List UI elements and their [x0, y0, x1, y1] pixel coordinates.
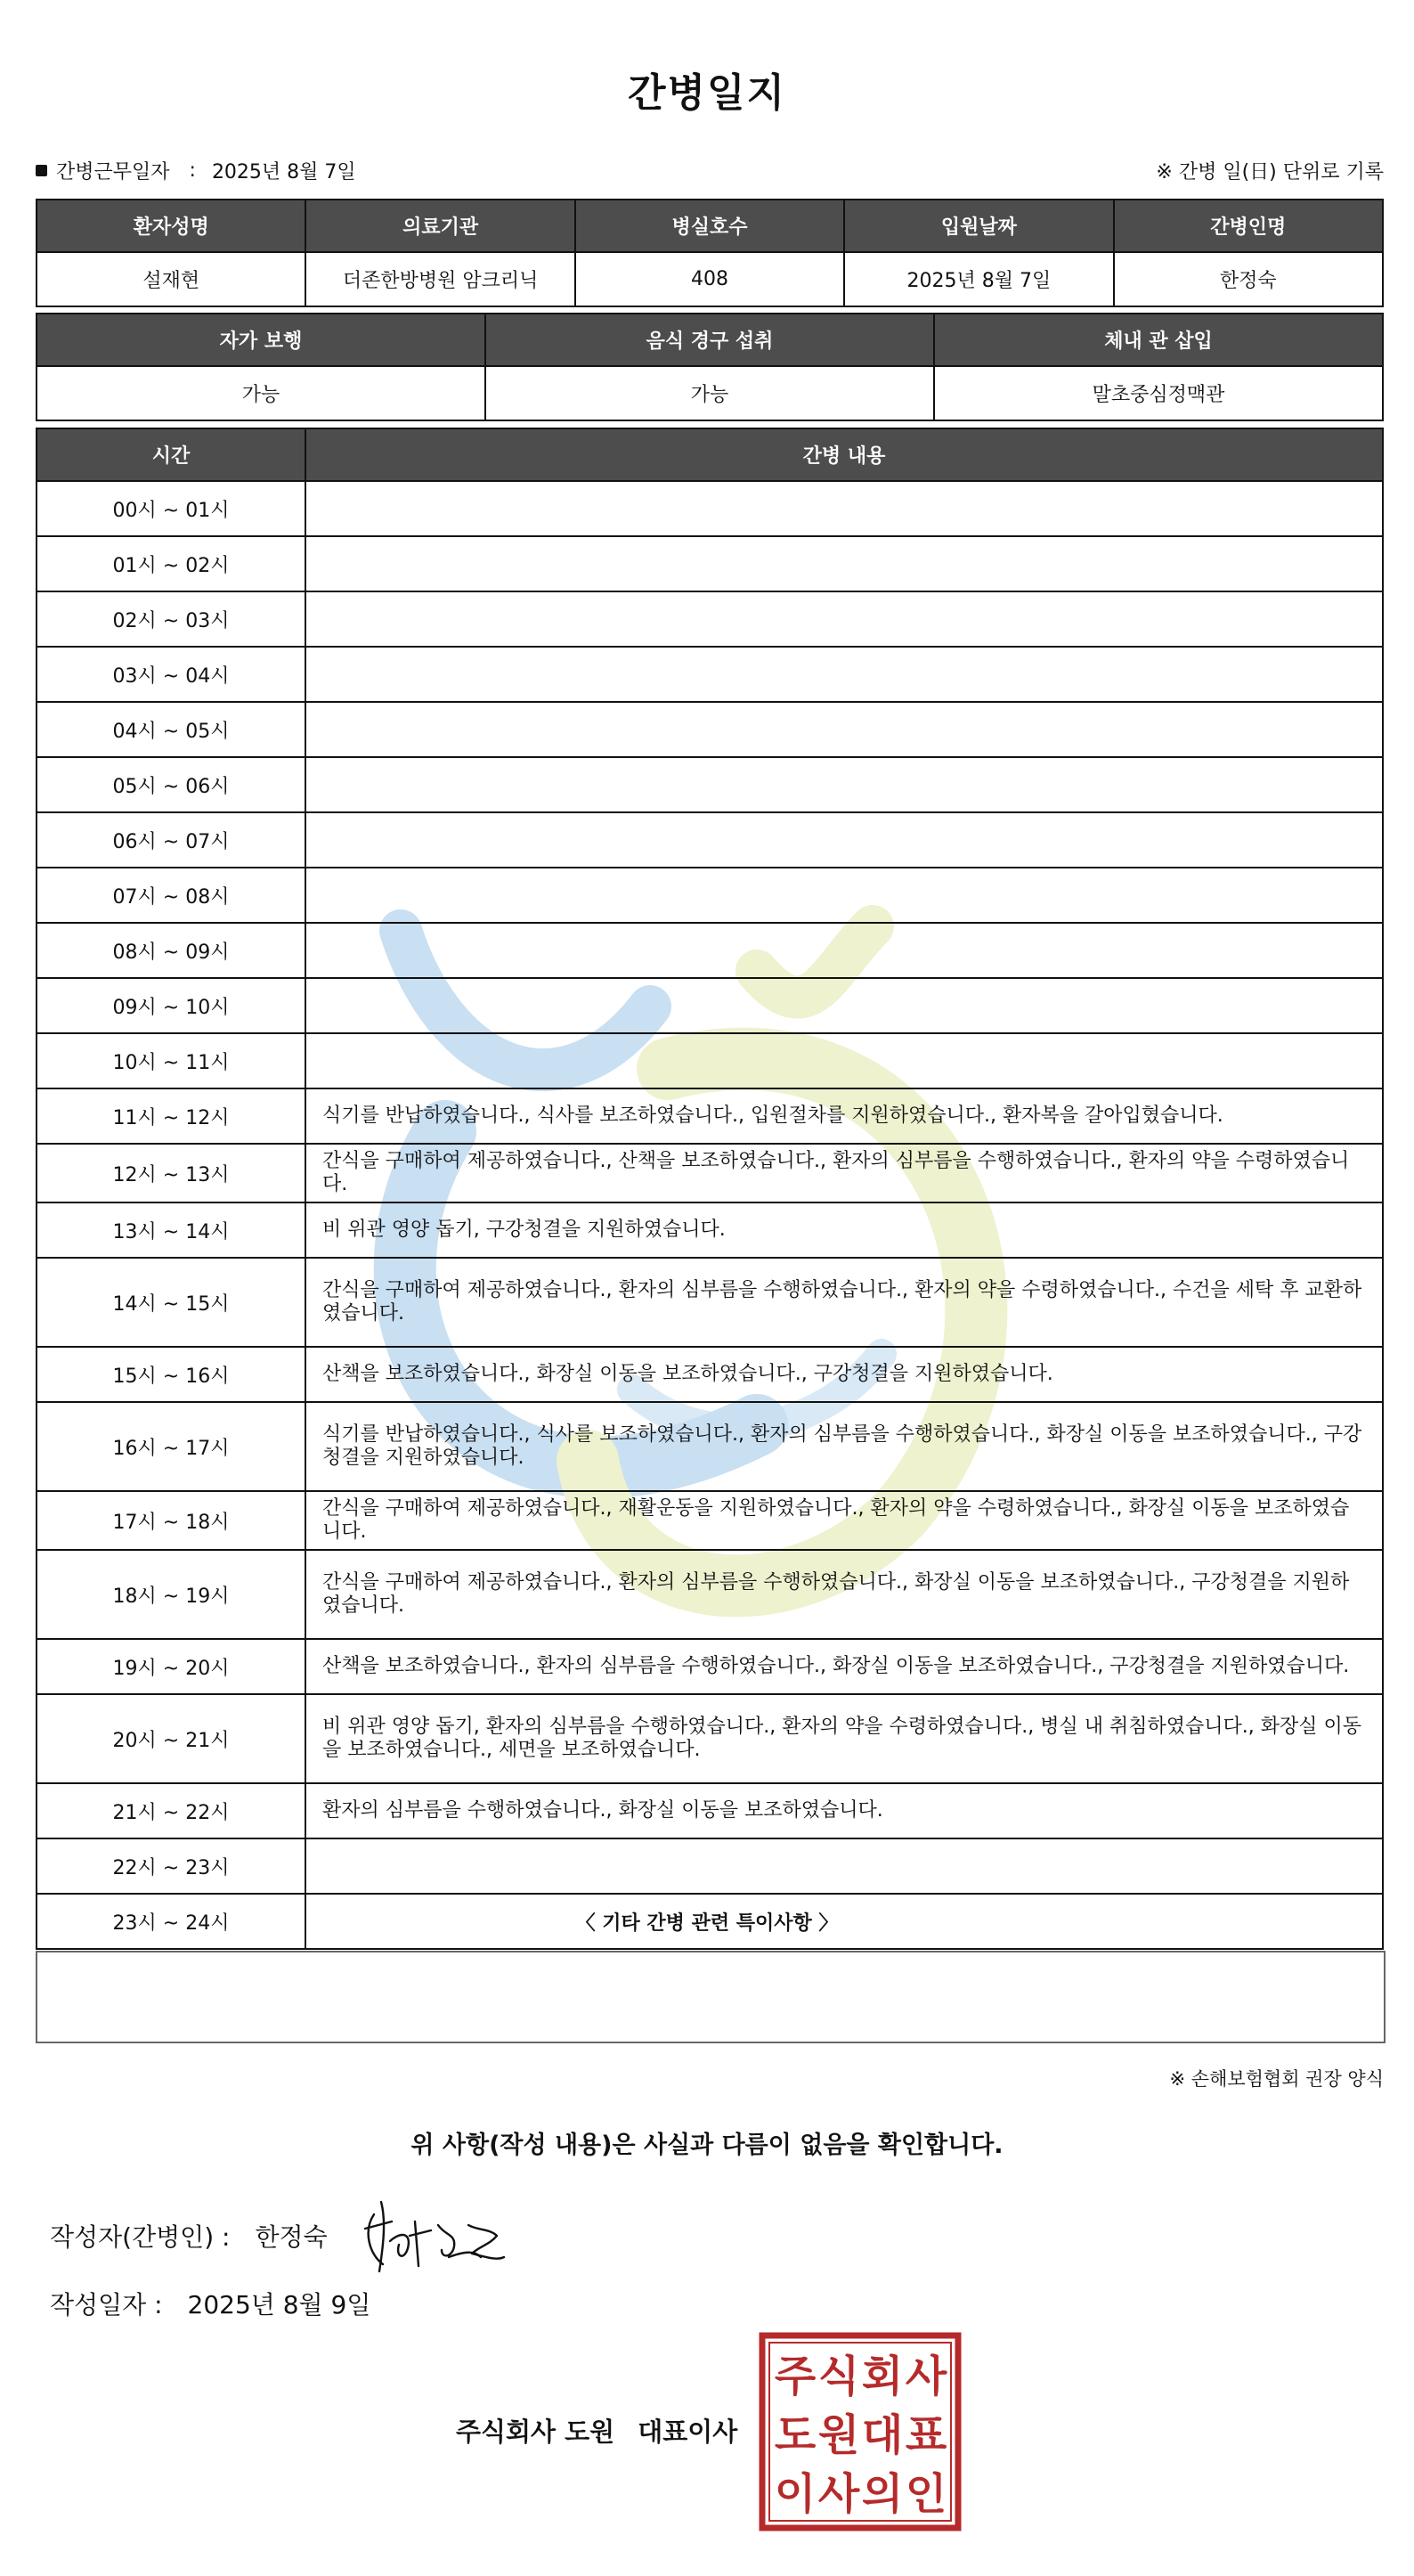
svg-text:주: 주: [774, 2352, 817, 2401]
square-bullet-icon: [36, 165, 47, 176]
unit-note: ※ 간병 일(日) 단위로 기록: [1156, 161, 1384, 183]
form-note: ※ 손해보험협회 권장 양식: [1169, 2068, 1384, 2090]
care-log-header-row: [37, 428, 1383, 481]
svg-text:도: 도: [774, 2410, 817, 2460]
content-cell: 비 위관 영양 돕기, 구강청결을 지원하였습니다.: [305, 1202, 1383, 1258]
table-row: [37, 702, 1383, 757]
svg-text:인: 인: [905, 2469, 947, 2519]
time-cell: 03시 ~ 04시: [37, 647, 305, 702]
notes-box: [36, 1951, 1386, 2043]
author-label: 작성자(간병인) :: [50, 2222, 231, 2252]
table-row: [37, 1033, 1383, 1088]
status-header-oral-intake: 음식 경구 섭취: [485, 314, 934, 366]
table-row: [37, 1088, 1383, 1144]
status-walking: 가능: [37, 366, 485, 420]
author-line: [50, 2218, 353, 2254]
time-cell: 13시 ~ 14시: [37, 1202, 305, 1258]
time-cell: 09시 ~ 10시: [37, 978, 305, 1033]
patient-info-value-row: [37, 252, 1383, 306]
table-row: [37, 1838, 1383, 1894]
content-cell: 비 위관 영양 돕기, 환자의 심부름을 수행하였습니다., 환자의 약을 수령하였습니다., 병실 내 취침하였습니다., 화장실 이동을 보조하였습니다., 세면을 보조하였습니다.: [305, 1694, 1383, 1783]
duty-date-value: 2025년 8월 7일: [211, 161, 356, 183]
content-cell: 간식을 구매하여 제공하였습니다., 산책을 보조하였습니다., 환자의 심부름을 수행하였습니다., 환자의 약을 수령하였습니다.: [305, 1144, 1383, 1202]
status-tube: 말초중심정맥관: [934, 366, 1383, 420]
content-cell: 식기를 반납하였습니다., 식사를 보조하였습니다., 입원절차를 지원하였습니다., 환자복을 갈아입혔습니다.: [305, 1088, 1383, 1144]
content-cell: [305, 868, 1383, 923]
content-cell: [305, 1838, 1383, 1894]
time-cell: 23시 ~ 24시: [37, 1894, 305, 1949]
table-row: [37, 1694, 1383, 1783]
duty-date-label: 간병근무일자: [56, 161, 170, 183]
notes-title: 〈 기타 간병 관련 특이사항 〉: [575, 1912, 839, 1935]
table-row: [37, 1783, 1383, 1838]
patient-status-table: [36, 313, 1384, 421]
status-header-walking: 자가 보행: [37, 314, 485, 366]
content-cell: 환자의 심부름을 수행하였습니다., 화장실 이동을 보조하였습니다.: [305, 1783, 1383, 1838]
content-cell: [305, 923, 1383, 978]
written-date-value: 2025년 8월 9일: [187, 2290, 371, 2319]
content-cell: [305, 481, 1383, 536]
table-row: [37, 591, 1383, 647]
content-cell: [305, 591, 1383, 647]
duty-date: [36, 157, 356, 184]
written-date-label: 작성일자 :: [50, 2290, 163, 2319]
content-cell: [305, 812, 1383, 868]
table-row: [37, 1202, 1383, 1258]
duty-date-separator: :: [189, 159, 196, 182]
info-header-admission-date: 입원날짜: [844, 200, 1113, 252]
svg-text:식: 식: [817, 2352, 860, 2401]
patient-info-header-row: [37, 200, 1383, 252]
company-line: [456, 2412, 760, 2449]
time-cell: 07시 ~ 08시: [37, 868, 305, 923]
document-title: 간병일지: [627, 70, 786, 116]
time-cell: 10시 ~ 11시: [37, 1033, 305, 1088]
svg-text:표: 표: [905, 2410, 947, 2460]
time-cell: 06시 ~ 07시: [37, 812, 305, 868]
status-header-tube: 체내 관 삽입: [934, 314, 1383, 366]
table-row: [37, 1347, 1383, 1402]
table-row: [37, 1144, 1383, 1202]
content-cell: 식기를 반납하였습니다., 식사를 보조하였습니다., 환자의 심부름을 수행하였습니다., 화장실 이동을 보조하였습니다., 구강청결을 지원하였습니다.: [305, 1402, 1383, 1491]
content-cell: [305, 978, 1383, 1033]
svg-text:회: 회: [861, 2352, 904, 2401]
svg-text:사: 사: [817, 2469, 860, 2519]
time-cell: 17시 ~ 18시: [37, 1491, 305, 1550]
info-patient-name: 설재현: [37, 252, 305, 306]
time-cell: 16시 ~ 17시: [37, 1402, 305, 1491]
table-row: [37, 647, 1383, 702]
svg-text:이: 이: [774, 2469, 817, 2519]
written-date-line: [50, 2286, 395, 2321]
info-header-caregiver: 간병인명: [1114, 200, 1383, 252]
table-row: [37, 868, 1383, 923]
status-value-row: [37, 366, 1383, 420]
care-log-table: [36, 428, 1384, 1950]
time-cell: 20시 ~ 21시: [37, 1694, 305, 1783]
author-name: 한정숙: [255, 2222, 328, 2252]
content-cell: [305, 536, 1383, 591]
time-cell: 02시 ~ 03시: [37, 591, 305, 647]
svg-text:대: 대: [861, 2410, 904, 2460]
table-row: [37, 1491, 1383, 1550]
content-cell: 간식을 구매하여 제공하였습니다., 재활운동을 지원하였습니다., 환자의 약을 수령하였습니다., 화장실 이동을 보조하였습니다.: [305, 1491, 1383, 1550]
content-cell: 산책을 보조하였습니다., 화장실 이동을 보조하였습니다., 구강청결을 지원하였습니다.: [305, 1347, 1383, 1402]
content-cell: [305, 702, 1383, 757]
info-room: 408: [575, 252, 844, 306]
time-cell: 11시 ~ 12시: [37, 1088, 305, 1144]
table-row: [37, 923, 1383, 978]
content-cell: 산책을 보조하였습니다., 환자의 심부름을 수행하였습니다., 화장실 이동을 보조하였습니다., 구강청결을 지원하였습니다.: [305, 1639, 1383, 1694]
table-row: [37, 1258, 1383, 1347]
table-row: [37, 757, 1383, 812]
log-header-time: 시간: [37, 428, 305, 481]
table-row: [37, 1550, 1383, 1639]
content-cell: [305, 757, 1383, 812]
time-cell: 04시 ~ 05시: [37, 702, 305, 757]
time-cell: 15시 ~ 16시: [37, 1347, 305, 1402]
info-hospital: 더존한방병원 암크리닉: [305, 252, 574, 306]
content-cell: 간식을 구매하여 제공하였습니다., 환자의 심부름을 수행하였습니다., 화장실 이동을 보조하였습니다., 구강청결을 지원하였습니다.: [305, 1550, 1383, 1639]
content-cell: [305, 647, 1383, 702]
status-oral-intake: 가능: [485, 366, 934, 420]
table-row: [37, 1639, 1383, 1694]
patient-info-table: [36, 199, 1384, 307]
time-cell: 18시 ~ 19시: [37, 1550, 305, 1639]
handwritten-signature: [356, 2195, 516, 2277]
svg-text:사: 사: [905, 2352, 947, 2401]
time-cell: 05시 ~ 06시: [37, 757, 305, 812]
confirmation-statement: 위 사항(작성 내용)은 사실과 다름이 없음을 확인합니다.: [410, 2132, 1004, 2159]
svg-text:원: 원: [817, 2410, 860, 2460]
info-header-room: 병실호수: [575, 200, 844, 252]
time-cell: 14시 ~ 15시: [37, 1258, 305, 1347]
content-cell: [305, 1033, 1383, 1088]
info-header-patient-name: 환자성명: [37, 200, 305, 252]
content-cell: 간식을 구매하여 제공하였습니다., 환자의 심부름을 수행하였습니다., 환자의 약을 수령하였습니다., 수건을 세탁 후 교환하였습니다.: [305, 1258, 1383, 1347]
time-cell: 22시 ~ 23시: [37, 1838, 305, 1894]
svg-text:의: 의: [861, 2469, 904, 2519]
info-admission-date: 2025년 8월 7일: [844, 252, 1113, 306]
time-cell: 21시 ~ 22시: [37, 1783, 305, 1838]
table-row: [37, 978, 1383, 1033]
table-row: [37, 481, 1383, 536]
ceo-title: 대표이사: [638, 2417, 738, 2447]
time-cell: 19시 ~ 20시: [37, 1639, 305, 1694]
time-cell: 12시 ~ 13시: [37, 1144, 305, 1202]
log-header-content: 간병 내용: [305, 428, 1383, 481]
time-cell: 08시 ~ 09시: [37, 923, 305, 978]
company-seal-stamp: [759, 2332, 962, 2531]
info-caregiver: 한정숙: [1114, 252, 1383, 306]
time-cell: 00시 ~ 01시: [37, 481, 305, 536]
company-name: 주식회사 도원: [456, 2417, 615, 2447]
time-cell: 01시 ~ 02시: [37, 536, 305, 591]
table-row: [37, 1402, 1383, 1491]
table-row: [37, 812, 1383, 868]
info-header-hospital: 의료기관: [305, 200, 574, 252]
table-row: [37, 536, 1383, 591]
status-header-row: [37, 314, 1383, 366]
